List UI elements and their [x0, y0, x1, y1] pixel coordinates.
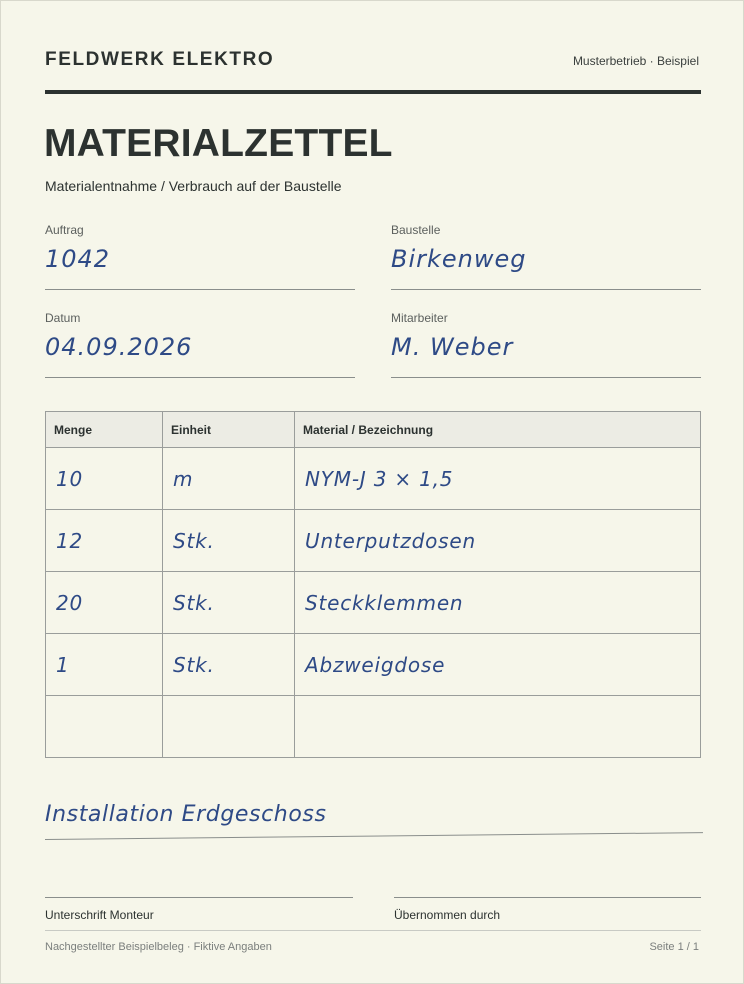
- column-header-einheit: Einheit: [163, 412, 295, 448]
- field-label-auftrag: Auftrag: [45, 223, 84, 237]
- table-row: [46, 634, 701, 696]
- column-header-menge: Menge: [46, 412, 163, 448]
- table-row-empty: [46, 696, 701, 758]
- cell-menge: 10: [46, 448, 163, 510]
- table-row: [46, 448, 701, 510]
- signature-label-monteur: Unterschrift Monteur: [45, 908, 154, 922]
- cell-material: Steckklemmen: [295, 572, 701, 634]
- field-datum: [45, 311, 355, 361]
- cell-material: NYM-J 3 × 1,5: [295, 448, 701, 510]
- page-number: Seite 1 / 1: [649, 941, 699, 953]
- field-value-baustelle: Birkenweg: [391, 245, 527, 273]
- cell-einheit: Stk.: [163, 634, 295, 696]
- company-name: FELDWERK ELEKTRO: [45, 49, 275, 70]
- company-meta: Musterbetrieb · Beispiel: [572, 54, 699, 68]
- header-rule: [45, 90, 701, 94]
- cell-material: Unterputzdosen: [295, 510, 701, 572]
- handwritten-note: Installation Erdgeschoss: [45, 802, 327, 827]
- table-header-row: [46, 412, 701, 448]
- field-underline: [391, 377, 701, 378]
- signature-line-uebernommen: [394, 897, 701, 898]
- cell-einheit: [163, 696, 295, 758]
- document-title: MATERIALZETTEL: [44, 122, 393, 165]
- cell-einheit: m: [163, 448, 295, 510]
- document-subtitle: Materialentnahme / Verbrauch auf der Baustelle: [45, 178, 342, 194]
- cell-menge: 12: [46, 510, 163, 572]
- field-underline: [45, 377, 355, 378]
- field-mitarbeiter: [391, 311, 701, 361]
- field-auftrag: [45, 223, 355, 273]
- field-baustelle: [391, 223, 701, 273]
- cell-menge: 20: [46, 572, 163, 634]
- cell-material: Abzweigdose: [295, 634, 701, 696]
- cell-einheit: Stk.: [163, 572, 295, 634]
- field-label-baustelle: Baustelle: [391, 223, 441, 237]
- material-table: [45, 411, 701, 758]
- note-underline: [45, 832, 703, 840]
- field-label-datum: Datum: [45, 311, 81, 325]
- signature-line-monteur: [45, 897, 353, 898]
- footer-rule: [45, 930, 701, 931]
- signature-label-uebernommen: Übernommen durch: [394, 908, 501, 922]
- field-label-mitarbeiter: Mitarbeiter: [391, 311, 448, 325]
- cell-menge: [46, 696, 163, 758]
- field-value-datum: 04.09.2026: [45, 333, 193, 361]
- column-header-material: Material / Bezeichnung: [295, 412, 701, 448]
- cell-einheit: Stk.: [163, 510, 295, 572]
- table-row: [46, 572, 701, 634]
- cell-material: [295, 696, 701, 758]
- field-underline: [45, 289, 355, 290]
- field-value-mitarbeiter: M. Weber: [391, 333, 514, 361]
- field-underline: [391, 289, 701, 290]
- table-row: [46, 510, 701, 572]
- cell-menge: 1: [46, 634, 163, 696]
- footer-note: Nachgestellter Beispielbeleg · Fiktive Angaben: [45, 941, 272, 953]
- field-value-auftrag: 1042: [45, 245, 111, 273]
